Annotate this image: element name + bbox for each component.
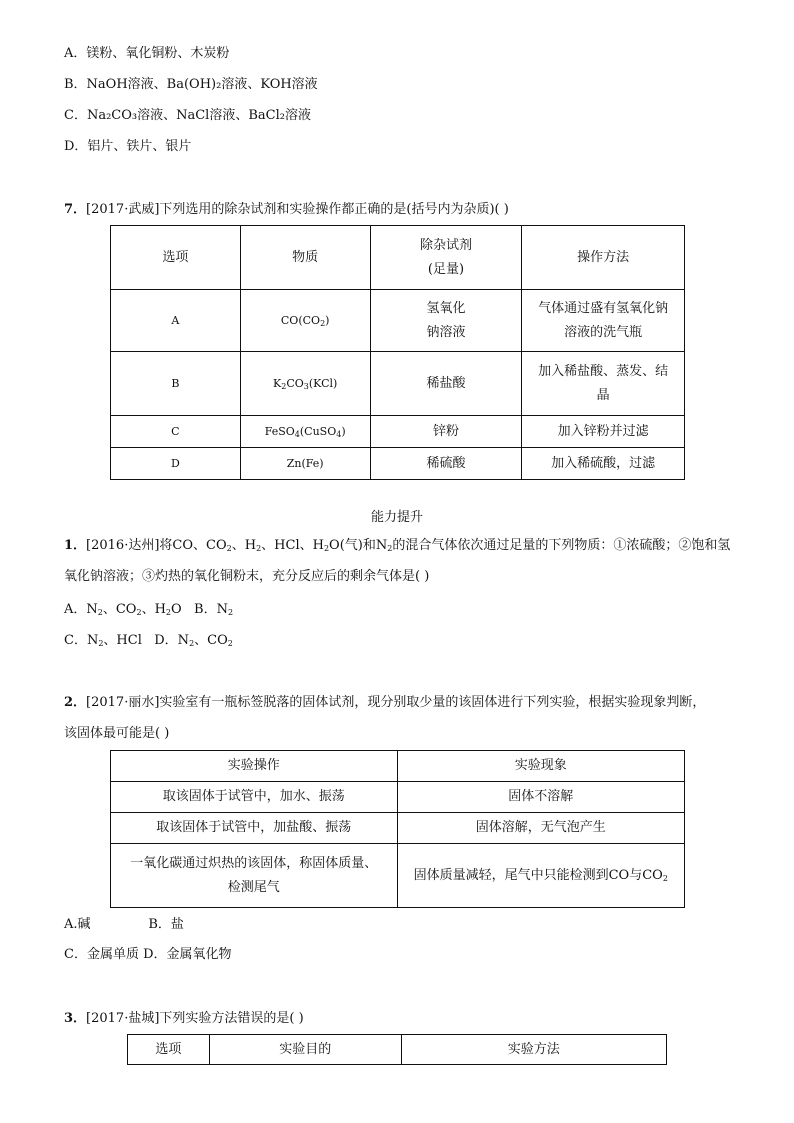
q2-row2-observation: 固体溶解，无气泡产生 — [397, 813, 685, 844]
q3-header-option: 选项 — [128, 1035, 210, 1065]
q3-table-header — [128, 1035, 667, 1065]
q1-number: 1． — [64, 538, 87, 553]
table-row — [111, 352, 685, 416]
q7-number: 7． — [64, 202, 87, 217]
q2-table — [110, 750, 685, 908]
q7-table-header — [111, 226, 685, 290]
q3-header-method: 实验方法 — [401, 1035, 666, 1065]
q3-stem — [64, 1010, 304, 1028]
q7-table — [110, 225, 685, 480]
q2-row3-observation: 固体质量减轻，尾气中只能检测到CO与$CO_2$ — [397, 844, 685, 908]
q1-options-ab: A．$N_2$、$CO_2$、$H_2O$ B．$N_2$ — [64, 602, 234, 617]
q3-table — [127, 1034, 667, 1065]
q7-row-b-substance: $K_2CO_3(KCl)$ — [240, 352, 370, 416]
q1-options-cd: C．$N_2$、HCl D．$N_2$、$CO_2$ — [64, 633, 233, 648]
q7-row-b-operation: 加入稀盐酸、蒸发、结 晶 — [522, 352, 685, 416]
q2-row2-operation: 取该固体于试管中，加盐酸、振荡 — [111, 813, 398, 844]
q7-stem — [64, 201, 509, 219]
q7-row-a-option: A — [111, 290, 241, 352]
q1-stem-line1: 1．[2016·达州]将CO、$CO_2$、$H_2$、HCl、$H_2O$(气)和$N_2$的混合气体依次通过足量的下列物质：①浓硫酸；②饱和氢 — [64, 538, 731, 553]
q7-row-b-reagent: 稀盐酸 — [370, 352, 522, 416]
table-row — [111, 290, 685, 352]
section-title: 能力提升 — [370, 510, 423, 525]
q2-header-observation: 实验现象 — [397, 751, 685, 782]
q7-row-c-reagent: 锌粉 — [370, 416, 522, 448]
q7-row-c-substance: FeSO$_4$(CuSO$_4$) — [240, 416, 370, 448]
q7-text: [2017·武威]下列选用的除杂试剂和实验操作都正确的是(括号内为杂质)( ) — [86, 202, 509, 217]
q7-row-a-substance: $CO(CO_2)$ — [240, 290, 370, 352]
q2-options-cd: C．金属单质 D．金属氧化物 — [64, 947, 232, 962]
q7-row-d-substance: Zn(Fe) — [240, 448, 370, 480]
q2-table-header — [111, 751, 685, 782]
q6-option-b: B．NaOH溶液、Ba(OH)₂溶液、KOH溶液 — [64, 77, 318, 92]
table-row — [111, 448, 685, 480]
q6-option-a: A．镁粉、氧化铜粉、木炭粉 — [64, 46, 230, 61]
q2-row1-operation: 取该固体于试管中，加水、振荡 — [111, 782, 398, 813]
table-row — [111, 782, 685, 813]
q3-number: 3． — [64, 1011, 87, 1026]
q3-header-purpose: 实验目的 — [209, 1035, 401, 1065]
q7-row-a-operation: 气体通过盛有氢氧化钠 溶液的洗气瓶 — [522, 290, 685, 352]
q2-row3-operation: 一氧化碳通过炽热的该固体，称固体质量、 检测尾气 — [111, 844, 398, 908]
table-row — [111, 416, 685, 448]
q7-row-c-option: C — [111, 416, 241, 448]
q2-stem-line1: 2．[2017·丽水]实验室有一瓶标签脱落的固体试剂，现分别取少量的该固体进行下列实验，根据实验现象判断， — [64, 695, 706, 710]
q7-header-substance: 物质 — [240, 226, 370, 290]
q7-row-d-operation: 加入稀硫酸，过滤 — [522, 448, 685, 480]
q7-header-operation: 操作方法 — [522, 226, 685, 290]
q1-stem-line2: 氧化钠溶液；③灼热的氧化铜粉末，充分反应后的剩余气体是( ) — [64, 569, 430, 584]
q7-row-b-option: B — [111, 352, 241, 416]
q7-header-reagent: 除杂试剂 (足量) — [370, 226, 522, 290]
q7-header-option: 选项 — [111, 226, 241, 290]
q2-options-ab: A.碱 B．盐 — [64, 917, 184, 932]
q2-header-operation: 实验操作 — [111, 751, 398, 782]
q3-text: [2017·盐城]下列实验方法错误的是( ) — [86, 1011, 304, 1026]
table-row — [111, 844, 685, 908]
q6-option-c: C．Na₂CO₃溶液、NaCl溶液、BaCl₂溶液 — [64, 108, 311, 123]
q7-row-d-reagent: 稀硫酸 — [370, 448, 522, 480]
q7-row-d-option: D — [111, 448, 241, 480]
q7-row-c-operation: 加入锌粉并过滤 — [522, 416, 685, 448]
q6-option-d: D．铝片、铁片、银片 — [64, 139, 192, 154]
q2-stem-line2: 该固体最可能是( ) — [64, 726, 170, 741]
q2-number: 2． — [64, 695, 87, 710]
table-row — [111, 813, 685, 844]
q2-row1-observation: 固体不溶解 — [397, 782, 685, 813]
q7-row-a-reagent: 氢氧化 钠溶液 — [370, 290, 522, 352]
